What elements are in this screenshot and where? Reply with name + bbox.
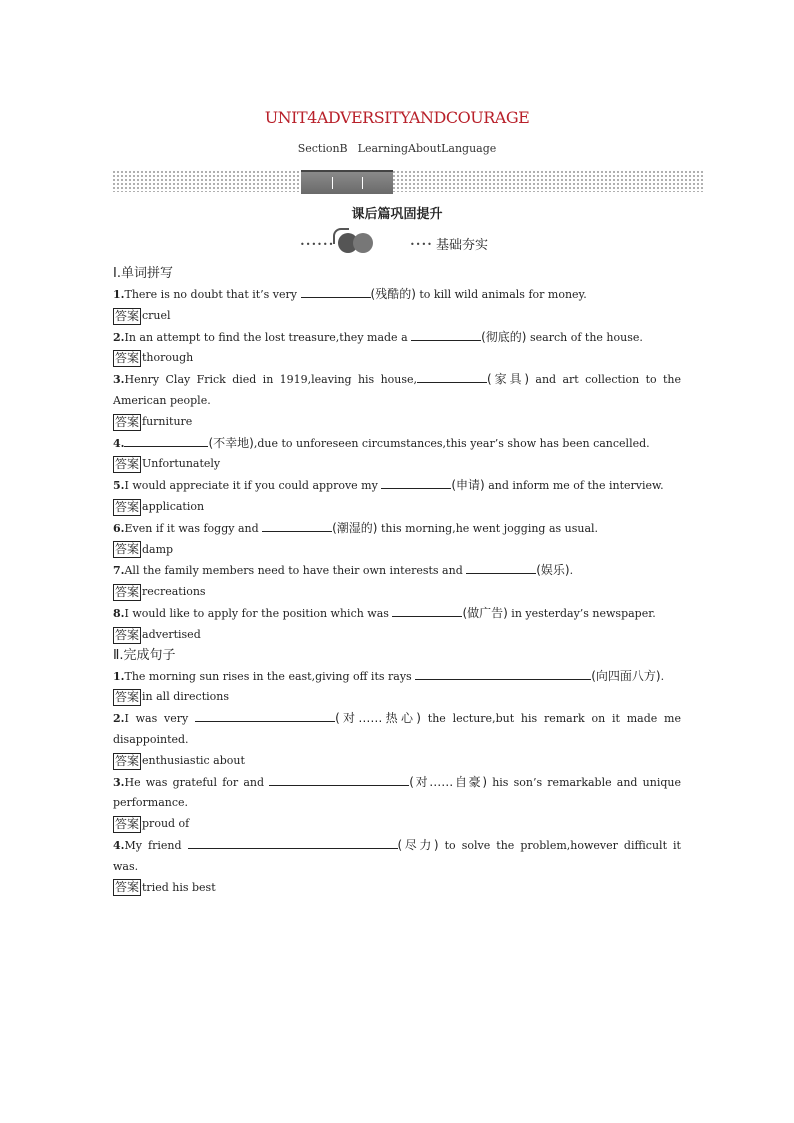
chinese-hint: (向四面八方) [591,668,661,683]
chinese-hint: (家具) [487,372,530,387]
question [113,772,681,815]
answer-tag: 答案 [115,457,140,472]
answer-blank[interactable] [466,561,536,574]
answer-row [113,814,681,835]
question-number: 3. [113,775,125,789]
answer-blank[interactable] [392,604,462,617]
question-number: 8. [113,606,125,620]
subsection-banner [298,229,498,255]
dot-leader: •••• [410,240,433,249]
question-text: There is no doubt that it’s very [124,288,301,301]
answer-value: thorough [142,351,194,365]
chinese-hint: (尽力) [397,837,439,852]
answer-row [113,878,681,899]
question [113,835,681,878]
question-number: 2. [113,330,125,344]
answer-row [113,454,681,475]
answer-tag: 答案 [115,308,140,323]
question-text: I was very [124,712,196,726]
question-number: 1. [113,669,125,683]
answer-row [113,306,681,327]
answer-row [113,751,681,772]
part-heading: Ⅰ.单词拼写 [113,266,173,281]
answer-row [113,625,681,646]
question-text: search of the house. [526,330,643,344]
question-text: Henry Clay Frick died in 1919,leaving his house, [124,373,418,387]
answer-tag: 答案 [115,880,140,895]
answer-blank[interactable] [188,836,398,849]
question-text: ,due to unforeseen circumstances,this year’s show has been cancelled. [253,436,650,450]
answer-row [113,582,681,603]
answer-row [113,348,681,369]
question-text: I would appreciate it if you could approve my [124,479,382,493]
question [113,708,681,751]
exercise-content [113,264,681,898]
answer-blank[interactable] [415,667,591,680]
question-text: and art collection to the American people. [113,373,681,407]
question-text: his son’s remarkable and unique performance. [113,775,681,810]
answer-blank[interactable] [381,476,451,489]
question [113,603,681,625]
answer-value: in all directions [142,690,229,704]
subsection-label: 基础夯实 [436,238,489,253]
answer-row [113,497,681,518]
question [113,433,681,455]
answer-value: enthusiastic about [142,753,245,767]
answer-row [113,687,681,708]
question [113,327,681,349]
answer-tag: 答案 [115,542,140,557]
question-text: The morning sun rises in the east,giving off its rays [124,669,416,683]
question-text: to solve the problem,however difficult it was. [113,838,681,873]
answer-tag: 答案 [115,585,140,600]
answer-value: Unfortunately [142,457,221,471]
answer-row [113,540,681,561]
answer-value: cruel [142,308,171,322]
answer-value: advertised [142,627,201,641]
question [113,518,681,540]
answer-tag: 答案 [115,753,140,768]
question-text: I would like to apply for the position which was [124,606,393,620]
section-subtitle [0,142,794,155]
divider-tick [362,177,363,189]
dotted-divider-band [112,170,703,192]
answer-tag: 答案 [115,817,140,832]
answer-row [113,412,681,433]
question-number: 5. [113,479,125,493]
question [113,560,681,582]
question-number: 6. [113,521,125,535]
question-text: In an attempt to find the lost treasure,they made a [124,330,412,344]
chinese-hint: (娱乐) [536,563,570,578]
question-text: My friend [124,838,188,852]
answer-value: damp [142,542,174,556]
question [113,475,681,497]
question-text: All the family members need to have their own interests and [124,564,467,578]
question-text: this morning,he went jogging as usual. [377,521,599,535]
chinese-hint: (对……热心) [335,711,421,726]
question-number: 7. [113,564,125,578]
question-number: 4. [113,838,125,852]
section-topic: LearningAboutLanguage [357,142,497,155]
dot-leader: •••••• [300,240,335,249]
question-number: 1. [113,288,125,301]
answer-tag: 答案 [115,351,140,366]
answer-value: proud of [142,817,190,831]
question-number: 4. [113,436,125,450]
question [113,284,681,306]
section-label: SectionB [297,142,348,155]
answer-value: tried his best [142,880,216,894]
answer-value: recreations [142,585,206,599]
question-text: . [569,564,574,578]
answer-value: application [142,499,205,513]
answer-tag: 答案 [115,690,140,705]
chinese-hint: (潮湿的) [332,520,378,535]
part-heading: Ⅱ.完成句子 [113,647,176,663]
answer-value: furniture [142,414,193,428]
question-text: . [660,669,665,683]
question [113,666,681,688]
answer-tag: 答案 [115,499,140,514]
answer-blank[interactable] [301,285,371,298]
chinese-hint: (申请) [451,478,485,493]
chinese-hint: (做广告) [462,605,508,620]
answer-blank[interactable] [195,709,335,722]
chinese-hint: (残酷的) [370,287,416,301]
answer-blank[interactable] [417,370,487,383]
answer-blank[interactable] [124,434,208,447]
question [113,369,681,412]
question-text: to kill wild animals for money. [415,288,587,301]
question-text: He was grateful for and [124,775,270,789]
chinese-hint: (彻底的) [481,329,527,344]
question-number: 2. [113,712,125,726]
divider-tab [301,170,393,194]
answer-tag: 答案 [115,414,140,429]
answer-blank[interactable] [269,773,409,786]
answer-blank[interactable] [411,328,481,341]
section-heading: 课后篇巩固提升 [351,207,443,222]
chinese-hint: (不幸地) [208,435,254,450]
question-number: 3. [113,373,125,387]
unit-title: UNIT4ADVERSITYANDCOURAGE [264,108,530,127]
answer-tag: 答案 [115,627,140,642]
question-text: and inform me of the interview. [484,479,664,493]
divider-tick [332,177,333,189]
circle-ornament [353,233,373,253]
question-text: in yesterday’s newspaper. [507,606,656,620]
question-text: Even if it was foggy and [124,521,263,535]
question-text: the lecture,but his remark on it made me disappointed. [113,712,681,746]
answer-blank[interactable] [262,519,332,532]
chinese-hint: (对……自豪) [409,774,488,789]
